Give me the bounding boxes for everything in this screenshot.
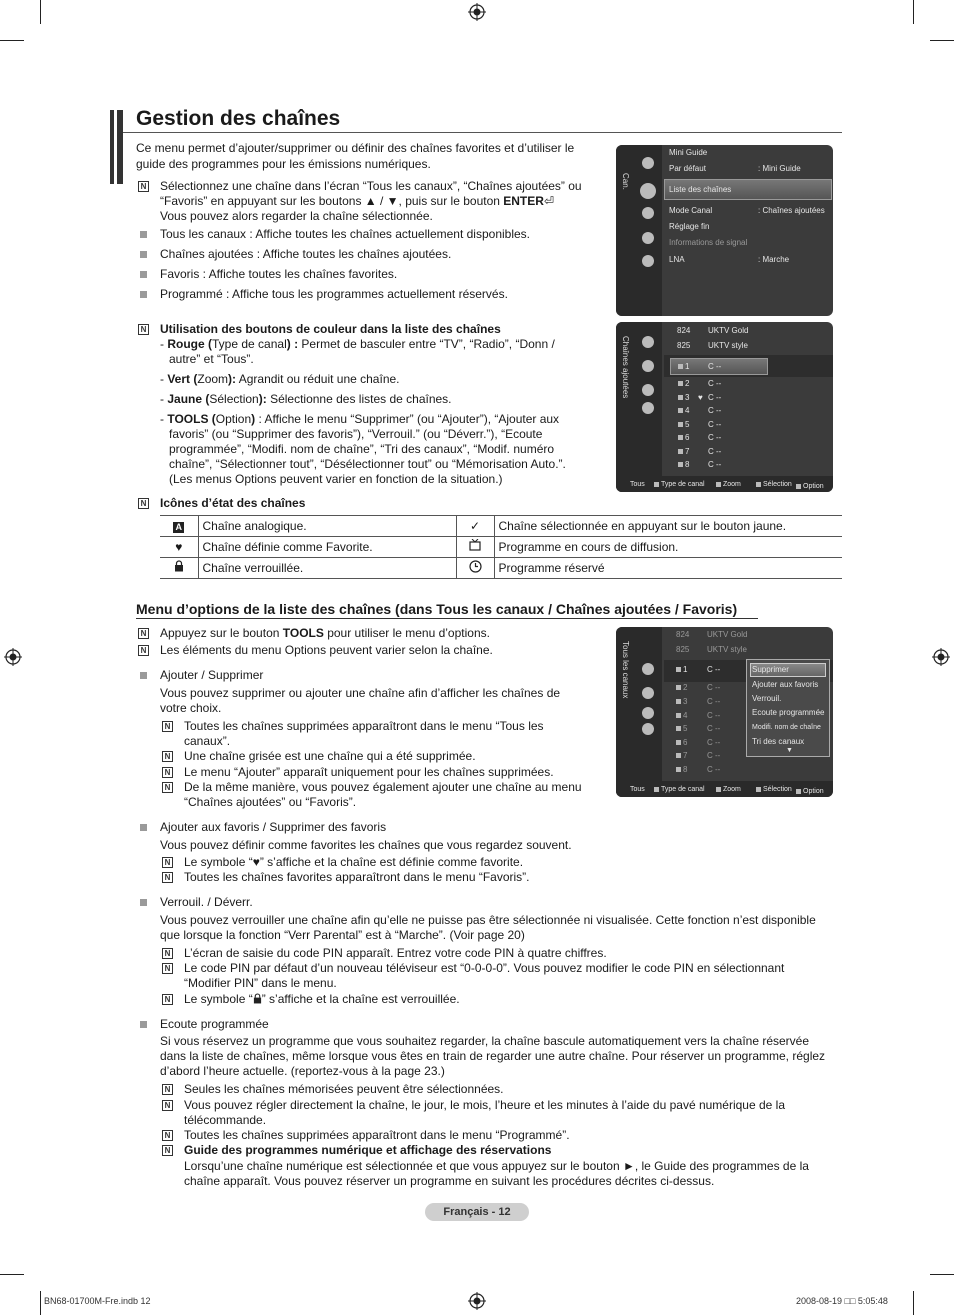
crop-mark	[0, 40, 24, 41]
tv-icon	[456, 537, 494, 558]
channel-value: C --	[707, 765, 721, 774]
title-rule	[123, 132, 842, 133]
crop-mark	[40, 1291, 41, 1315]
note-heading: Guide des programmes numérique et affichage des réservations	[184, 1143, 552, 1157]
channel-value: C --	[708, 433, 722, 442]
paragraph: Vous pouvez verrouiller une chaîne afin qu’elle ne puisse pas être sélectionnée ni visualisée. Cette fonction n’est disponible	[160, 913, 816, 927]
menu-item-selected[interactable]: Liste des chaînes	[669, 185, 732, 194]
paragraph: Vous pouvez définir comme favorites les chaînes que vous regardez souvent.	[160, 838, 572, 852]
note-text: Le menu “Ajouter” apparaît uniquement pour les chaînes supprimées.	[184, 765, 554, 779]
tools-button-label[interactable]: Option	[796, 482, 824, 492]
channel-list-screen	[616, 322, 833, 492]
channel-name[interactable]: UKTV Gold	[707, 630, 748, 639]
added-icon	[642, 360, 654, 372]
picture-icon	[642, 157, 654, 169]
bullet	[140, 672, 147, 679]
option-add-favorite[interactable]: Ajouter aux favoris	[752, 680, 819, 689]
channel-value: C --	[707, 697, 721, 706]
note-icon: N	[162, 963, 173, 974]
paragraph: votre choix.	[160, 701, 222, 715]
note-text: Le code PIN par défaut d’un nouveau téléviseur est “0-0-0-0”. Vous pouvez modifier le code PIN en sélectionnant	[184, 961, 785, 975]
note-icon: N	[162, 767, 173, 778]
channel-row[interactable]: 7	[678, 447, 689, 457]
tv-menu-screen	[616, 145, 833, 316]
channel-number: 825	[677, 341, 691, 350]
subsection-title: Ajouter / Supprimer	[160, 668, 264, 682]
channel-row[interactable]: 5	[678, 420, 689, 430]
tools-text: favoris” (ou “Supprimer des favoris”), “Verrouil.” (ou “Déverr.”), “Ecoute	[169, 427, 543, 441]
heart-icon: ♥	[160, 537, 198, 558]
input-icon	[642, 232, 654, 244]
note-text: Toutes les chaînes supprimées apparaîtront dans le menu “Tous les	[184, 719, 544, 733]
note-text: Les éléments du menu Options peuvent varier selon la chaîne.	[160, 643, 493, 657]
registration-mark-icon	[932, 648, 950, 666]
note-icon: N	[162, 1130, 173, 1141]
yellow-button-label[interactable]: Sélection	[756, 785, 792, 795]
section-heading: Icônes d’état des chaînes	[160, 496, 306, 510]
note-text: Toutes les chaînes favorites apparaîtront dans le menu “Favoris”.	[184, 870, 530, 884]
note-text: Le symbole “ ” s’affiche et la chaîne est verrouillée.	[184, 992, 460, 1006]
scheduled-icon	[642, 723, 654, 735]
table-cell: Chaîne verrouillée.	[198, 558, 456, 579]
intro-line: guide des programmes pour les émissions numériques.	[136, 157, 431, 171]
note-icon: N	[162, 721, 173, 732]
channel-value: C --	[708, 393, 722, 402]
note-text: L’écran de saisie du code PIN apparaît. Entrez votre code PIN à quatre chiffres.	[184, 946, 607, 960]
bullet	[140, 271, 147, 278]
channel-row[interactable]: 3	[678, 393, 689, 403]
channel-number: 824	[677, 326, 691, 335]
list-item: Tous les canaux : Affiche toutes les chaînes actuellement disponibles.	[160, 227, 531, 241]
intro-line: Ce menu permet d’ajouter/supprimer ou définir des chaînes favorites et d’utiliser le	[136, 141, 575, 155]
tools-button: - TOOLS (Option) : Affiche le menu “Supprimer” (ou “Ajouter”), “Ajouter aux	[160, 412, 560, 426]
note-text: Vous pouvez alors regarder la chaîne sélectionnée.	[160, 209, 433, 223]
channel-row[interactable]: 2	[676, 683, 687, 693]
channel-row[interactable]: 1	[678, 362, 689, 372]
paragraph: dans la liste de chaînes, même lorsque vous êtes en train de regarder une autre chaîne. Pour réserver un programme, réglez	[160, 1049, 826, 1063]
note-icon: N	[138, 498, 149, 509]
title-bar-decoration	[110, 110, 114, 184]
channel-icon	[640, 183, 656, 199]
note-icon: N	[162, 1100, 173, 1111]
note-text: De la même manière, vous pouvez également ajouter une chaîne au menu	[184, 780, 582, 794]
list-item: Favoris : Affiche toutes les chaînes favorites.	[160, 267, 398, 281]
app-icon	[642, 255, 654, 267]
table-cell: Programme en cours de diffusion.	[494, 537, 842, 558]
subsection-title: Verrouil. / Déverr.	[160, 895, 253, 909]
note-icon: N	[162, 994, 173, 1005]
channel-row[interactable]: 4	[678, 406, 689, 416]
channel-value: C --	[707, 683, 721, 692]
table-cell: Chaîne sélectionnée en appuyant sur le bouton jaune.	[494, 516, 842, 537]
menu-value: : Chaînes ajoutées	[758, 206, 825, 215]
note-text: Une chaîne grisée est une chaîne qui a été supprimée.	[184, 749, 476, 763]
settings-icon	[642, 207, 654, 219]
menu-value: : Marche	[758, 255, 790, 264]
note-text: Lorsqu’une chaîne numérique est sélectionnée et que vous appuyez sur le bouton ►, le Guide des programmes de la	[184, 1159, 809, 1173]
channel-number: 825	[676, 645, 690, 654]
channel-row[interactable]: 6	[676, 738, 687, 748]
note-text: “Chaînes ajoutées” ou “Favoris”.	[184, 795, 357, 809]
channel-value: C --	[708, 362, 722, 371]
crop-mark	[0, 1274, 24, 1275]
color-button-green: - Vert (Zoom): Agrandit ou réduit une chaîne.	[160, 372, 400, 386]
page-title: Gestion des chaînes	[136, 107, 341, 130]
section-title: Menu d’options de la liste des chaînes (dans Tous les canaux / Chaînes ajoutées / Favoris)	[136, 601, 738, 617]
channel-name[interactable]: UKTV style	[708, 341, 749, 350]
menu-item-disabled: Informations de signal	[669, 238, 748, 247]
note-text: Sélectionnez une chaîne dans l’écran “Tous les canaux”, “Chaînes ajoutées” ou	[160, 179, 582, 193]
check-icon: ✓	[456, 516, 494, 537]
note-text: chaîne apparaît. Vous pouvez réserver un programme en suivant les procédures décrites ci-dessus.	[184, 1174, 715, 1188]
options-popup	[746, 659, 830, 757]
red-button-label[interactable]: Type de canal	[654, 785, 705, 795]
channel-row[interactable]: 1	[676, 665, 687, 675]
list-side-label: Chaînes ajoutées	[621, 336, 630, 399]
lock-icon	[253, 993, 262, 1004]
note-text: télécommande.	[184, 1113, 267, 1127]
registration-mark-icon	[468, 1292, 486, 1310]
lock-icon	[160, 558, 198, 579]
subsection-title: Ajouter aux favoris / Supprimer des favoris	[160, 820, 387, 834]
channel-row[interactable]: 7	[676, 751, 687, 761]
option-delete[interactable]: Supprimer	[752, 665, 789, 674]
yellow-button-label[interactable]: Sélection	[756, 480, 792, 490]
registration-mark-icon	[468, 3, 486, 21]
heart-icon: ♥	[698, 393, 703, 402]
subsection-title: Ecoute programmée	[160, 1017, 269, 1031]
note-text: Vous pouvez régler directement la chaîne, le jour, le mois, l’heure et les minutes à l’aide du pavé numérique de la	[184, 1098, 786, 1112]
note-icon: N	[162, 751, 173, 762]
crop-mark	[40, 0, 41, 24]
channel-row[interactable]: 8	[676, 765, 687, 775]
option-sort[interactable]: Tri des canaux	[752, 737, 805, 746]
channel-row[interactable]: 4	[676, 711, 687, 721]
note-text: “Favoris” en appuyant sur les boutons ▲ / ▼, puis sur le bouton ENTER⏎	[160, 194, 554, 208]
note-icon: N	[162, 1084, 173, 1095]
bottom-label: Tous	[630, 786, 645, 793]
crop-mark	[913, 0, 914, 24]
red-button-label[interactable]: Type de canal	[654, 480, 705, 490]
channel-row[interactable]: 3	[676, 697, 687, 707]
menu-side-label: Can.	[621, 173, 630, 190]
table-cell: Chaîne définie comme Favorite.	[198, 537, 456, 558]
menu-value: : Mini Guide	[758, 164, 801, 173]
scheduled-icon	[642, 402, 654, 414]
crop-mark	[913, 1291, 914, 1315]
channel-value: C --	[707, 665, 721, 674]
note-text: Seules les chaînes mémorisées peuvent être sélectionnées.	[184, 1082, 504, 1096]
bullet	[140, 824, 147, 831]
channel-value: C --	[708, 420, 722, 429]
table-cell: Chaîne analogique.	[198, 516, 456, 537]
tools-text: programmée”, “Modifi. nom de chaîne”, “Tri des canaux”, “Modif. numéro	[169, 442, 555, 456]
print-slug: BN68-01700M-Fre.indb 12	[44, 1296, 151, 1306]
clock-icon	[456, 558, 494, 579]
options-menu-screen	[616, 627, 833, 797]
tools-text: chaîne”, “Sélectionner tout”, “Désélectionner tout” ou “Mémorisation Auto.”.	[169, 457, 566, 471]
note-icon: N	[162, 782, 173, 793]
table-cell: Programme réservé	[494, 558, 842, 579]
menu-item[interactable]: Mode Canal	[669, 206, 713, 215]
channel-row[interactable]: 6	[678, 433, 689, 443]
paragraph: que lorsque la fonction “Verr Parental” est à “Marche”. (Voir page 20)	[160, 928, 525, 942]
channel-value: C --	[708, 406, 722, 415]
bullet	[140, 291, 147, 298]
bullet	[140, 899, 147, 906]
option-rename[interactable]: Modifi. nom de chaîne	[752, 724, 821, 731]
note-icon: N	[138, 645, 149, 656]
bullet	[140, 251, 147, 258]
table-row	[160, 516, 842, 537]
section-rule	[136, 618, 758, 619]
list-item: Chaînes ajoutées : Affiche toutes les chaînes ajoutées.	[160, 247, 452, 261]
option-lock[interactable]: Verrouil.	[752, 694, 782, 703]
channel-value: C --	[707, 724, 721, 733]
note-text: “Modifier PIN” dans le menu.	[184, 976, 337, 990]
channel-value: C --	[708, 447, 722, 456]
option-timer[interactable]: Ecoute programmée	[752, 708, 825, 717]
green-button-label[interactable]: Zoom	[716, 785, 741, 795]
all-icon	[642, 663, 654, 675]
crop-mark	[930, 40, 954, 41]
section-heading: Utilisation des boutons de couleur dans la liste des chaînes	[160, 322, 501, 336]
note-icon: N	[138, 628, 149, 639]
favorite-icon	[642, 707, 654, 719]
color-button-yellow: - Jaune (Sélection): Sélectionne des listes de chaînes.	[160, 392, 452, 406]
channel-value: C --	[707, 751, 721, 760]
table-row	[160, 537, 842, 558]
channel-value: C --	[708, 460, 722, 469]
channel-number: 824	[676, 630, 690, 639]
note-icon: N	[138, 324, 149, 335]
channel-value: C --	[707, 738, 721, 747]
note-icon: N	[162, 948, 173, 959]
added-icon	[642, 687, 654, 699]
tools-button-label[interactable]: Option	[796, 787, 824, 797]
list-side-label: Tous les canaux	[621, 641, 630, 699]
menu-item[interactable]: LNA	[669, 255, 685, 264]
paragraph: d’abord l’heure actuelle. (reportez-vous à la page 23.)	[160, 1064, 445, 1078]
bottom-label: Tous	[630, 481, 645, 488]
note-icon: N	[138, 181, 149, 192]
green-button-label[interactable]: Zoom	[716, 480, 741, 490]
tools-text: (Les menus Options peuvent varier en fonction de la situation.)	[169, 472, 503, 486]
paragraph: Vous pouvez supprimer ou ajouter une chaîne afin d’afficher les chaînes de	[160, 686, 561, 700]
channel-row[interactable]: 5	[676, 724, 687, 734]
status-icons-table	[160, 515, 842, 579]
bullet	[140, 1021, 147, 1028]
menu-item[interactable]: Réglage fin	[669, 222, 710, 231]
channel-name[interactable]: UKTV Gold	[708, 326, 749, 335]
channel-name[interactable]: UKTV style	[707, 645, 748, 654]
all-icon	[642, 336, 654, 348]
table-row	[160, 558, 842, 579]
channel-row[interactable]: 8	[678, 460, 689, 470]
favorite-icon	[642, 384, 654, 396]
note-text: Le symbole “♥” s’affiche et la chaîne est définie comme favorite.	[184, 855, 524, 869]
note-text: Toutes les chaînes supprimées apparaîtront dans le menu “Programmé”.	[184, 1128, 570, 1142]
channel-value: C --	[708, 379, 722, 388]
note-text: canaux”.	[184, 734, 231, 748]
paragraph: Si vous réservez un programme que vous souhaitez regarder, la chaîne bascule automatiquement vers la chaîne réservée	[160, 1034, 810, 1048]
note-text: Appuyez sur le bouton TOOLS pour utiliser le menu d’options.	[160, 626, 490, 640]
note-icon: N	[162, 1145, 173, 1156]
scroll-down-icon[interactable]: ▼	[786, 747, 793, 754]
analog-icon: A	[173, 522, 184, 533]
menu-item[interactable]: Mini Guide	[669, 148, 708, 157]
registration-mark-icon	[4, 648, 22, 666]
color-button-red: - Rouge (Type de canal) : Permet de basculer entre “TV”, “Radio”, “Donn /	[160, 337, 555, 351]
note-icon: N	[162, 857, 173, 868]
channel-value: C --	[707, 711, 721, 720]
list-item: Programmé : Affiche tous les programmes actuellement réservés.	[160, 287, 508, 301]
title-bar-decoration	[117, 110, 123, 184]
print-slug: 2008-08-19 □□ 5:05:48	[796, 1296, 888, 1306]
crop-mark	[930, 1274, 954, 1275]
channel-row[interactable]: 2	[678, 379, 689, 389]
note-icon: N	[162, 872, 173, 883]
page-number: Français - 12	[425, 1203, 529, 1221]
bullet	[140, 231, 147, 238]
menu-item[interactable]: Par défaut	[669, 164, 706, 173]
color-button-red-cont: autre” et “Tous”.	[169, 352, 254, 366]
